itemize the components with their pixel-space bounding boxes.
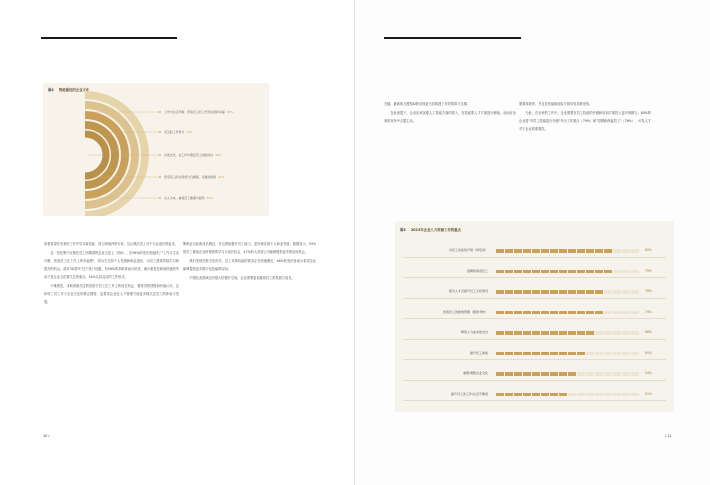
bar-segment-filled <box>586 290 594 294</box>
bar-segment-empty <box>613 249 621 253</box>
bar-segment-empty <box>577 372 585 376</box>
bar-segment-filled <box>550 311 558 315</box>
bar-segment-filled <box>559 393 567 397</box>
bar-segment-empty <box>586 372 594 376</box>
bar-segment-filled <box>595 270 603 274</box>
bar-segment-empty <box>595 331 603 335</box>
bar-segment-filled <box>523 290 531 294</box>
bar-segment-empty <box>613 372 621 376</box>
bar-segment-filled <box>523 249 531 253</box>
bar-segment-filled <box>559 372 567 376</box>
bar-segment-filled <box>568 331 576 335</box>
ring-label <box>164 196 213 200</box>
bar-row <box>395 327 674 339</box>
paragraph: 在此前提下，企业应该加强人工智能方面的投入，在技能型人才方面进行储备，从而在未来的竞争中占据主动。 <box>384 111 516 123</box>
ring-label <box>164 175 224 179</box>
bar-segment-empty <box>622 352 630 356</box>
bar-segment-filled <box>532 372 540 376</box>
paragraph: 不难预见，求职者最关注的是给予员工在工作上的成长机会、看得见的回报和价值认可，这体现了员工对于企业文化的真正期待，也要求企业在人才管理方面更多地关注员工的体验与发展。 <box>44 284 179 304</box>
bar-segment-empty <box>604 352 612 356</box>
bar-segment-filled <box>496 270 504 274</box>
bar-segment-filled <box>577 290 585 294</box>
bar-category: 提升员工体验 <box>469 350 488 355</box>
right-body-column-1 <box>384 100 516 126</box>
bar-segment-filled <box>586 270 594 274</box>
bar-segment-empty <box>631 372 639 376</box>
bar-segment-filled <box>505 331 513 335</box>
figure-number: 图4 <box>48 88 54 92</box>
bar-segment-empty <box>631 270 639 274</box>
bar-segment-filled <box>577 311 585 315</box>
leader-dot <box>159 111 161 113</box>
bar-segment-filled <box>514 270 522 274</box>
bar-segment-filled <box>496 331 504 335</box>
bar-segment-filled <box>523 331 531 335</box>
bar-segment-filled <box>568 311 576 315</box>
row-divider <box>403 400 666 401</box>
bar-segment-filled <box>496 290 504 294</box>
page-number-left: 10 / <box>43 434 50 438</box>
bar-segment-filled <box>577 270 585 274</box>
bar-segment-empty <box>586 352 594 356</box>
bar-segment-filled <box>496 311 504 315</box>
bar-segment-filled <box>559 270 567 274</box>
bar-segment-empty <box>613 352 621 356</box>
bar-segment-empty <box>604 331 612 335</box>
figure-4 <box>43 83 269 216</box>
ring-label <box>164 110 233 114</box>
bar-row <box>395 368 674 380</box>
bar-segment-empty <box>622 249 630 253</box>
bar-segment-filled <box>577 249 585 253</box>
bar-segment-empty <box>604 372 612 376</box>
bar-segment-filled <box>541 270 549 274</box>
bar-segment-empty <box>631 290 639 294</box>
bar-segment-empty <box>577 393 585 397</box>
row-divider <box>403 277 666 278</box>
bar-segment-filled <box>541 393 549 397</box>
bar-segment-empty <box>631 249 639 253</box>
figure-number: 图5 <box>400 228 406 232</box>
left-body-column-2 <box>183 240 316 283</box>
right-page <box>355 0 710 485</box>
bar-segment-empty <box>622 270 630 274</box>
ring-label-text: 以人为本，重视员工健康与福利 <box>164 196 205 200</box>
bar-segment-filled <box>550 270 558 274</box>
bar-segment-filled <box>550 249 558 253</box>
bar-segment-filled <box>568 290 576 294</box>
bar-segment-filled <box>514 393 522 397</box>
bar-row <box>395 307 674 319</box>
ring-label-value: 54% <box>186 130 193 134</box>
bar-value: 54% <box>645 371 652 375</box>
bar-segment-filled <box>559 331 567 335</box>
radial-bar-chart <box>43 83 269 216</box>
row-divider <box>403 359 666 360</box>
bar-segment-filled <box>532 290 540 294</box>
bar-segment-filled <box>523 352 531 356</box>
bar-segment-filled <box>586 311 594 315</box>
bar-value: 76% <box>645 289 652 293</box>
bar-segment-empty <box>613 331 621 335</box>
bar-segment-filled <box>550 393 558 397</box>
page-number-right: / 11 <box>665 434 672 438</box>
bar-segment-filled <box>577 352 585 356</box>
row-divider <box>403 380 666 381</box>
figure-title: 智能最佳的企业文化 <box>58 88 90 92</box>
bar-segment-filled <box>568 352 576 356</box>
bar-segment-empty <box>622 393 630 397</box>
ring-label-value: 46% <box>215 153 222 157</box>
bar-segment-empty <box>586 393 594 397</box>
leader-dot <box>159 131 161 133</box>
bar-segment-filled <box>505 249 513 253</box>
bar-row <box>395 266 674 278</box>
bar-segment-empty <box>604 393 612 397</box>
bar-category: 降低人力成本的支出 <box>460 330 488 334</box>
ring-label-value: 41% <box>218 175 225 179</box>
bar-segment-empty <box>595 352 603 356</box>
bar-segment-filled <box>532 393 540 397</box>
bar-value: 60% <box>645 350 652 355</box>
bar-segment-filled <box>595 249 603 253</box>
left-body-column-1 <box>44 240 179 307</box>
bar-segment-filled <box>559 352 567 356</box>
bar-value: 68% <box>645 330 652 334</box>
bar-segment-filled <box>541 352 549 356</box>
bar-segment-filled <box>559 249 567 253</box>
paragraph: 我们发现在数字化时代，员工对新技能的需求正在快速增长，46%的受访者表示希望企业能够提供更多数字化技能的培训。 <box>183 259 316 271</box>
bar-segment-filled <box>595 311 603 315</box>
ring-label-value: 35% <box>206 196 213 200</box>
bar-segment-filled <box>568 249 576 253</box>
bar-category: 吸引人才及提升员工文化建设 <box>448 289 488 293</box>
bar-segment-empty <box>622 331 630 335</box>
bar-segment-filled <box>550 372 558 376</box>
bar-category: 招聘和保留员工 <box>466 268 488 273</box>
bar-segment-empty <box>622 290 630 294</box>
bar-segment-filled <box>523 393 531 397</box>
ring-label-text: 工作与生活平衡、营造员工的工作充实感和幸福 <box>164 110 225 114</box>
leader-dot <box>159 154 161 156</box>
bar-value: 80% <box>645 248 652 252</box>
right-body-column-2 <box>519 100 651 134</box>
bar-segment-empty <box>568 393 576 397</box>
bar-segment-filled <box>559 311 567 315</box>
bar-segment-filled <box>541 311 549 315</box>
ring-label-text: 营造员工的认同感与归属感，以推动积极 <box>164 175 217 179</box>
row-divider <box>403 318 666 319</box>
bar-value: 79% <box>645 268 652 273</box>
leader-dot <box>159 197 161 199</box>
bar-segment-filled <box>505 393 513 397</box>
ring-label <box>164 153 222 157</box>
bar-segment-filled <box>559 290 567 294</box>
bar-segment-filled <box>523 270 531 274</box>
bar-segment-filled <box>568 270 576 274</box>
bar-segment-empty <box>622 372 630 376</box>
paragraph: 该者希望在未来的工作中学习新技能、成为领域内的专家，这反映出员工对于专业成长的追求。 <box>44 242 178 246</box>
paragraph: 这一变化集中反映在员工所期望的企业文化上（图4），在56%的受访者选择了"工作与生活平衡、营造员工在工作上的幸福感"，因为它支持个人发展和职业进步，为员工提供持续学习和提升的机会。面对"AI替代"这个热门话题，有56%的求职者表示担忧，减少重复性和低价值的劳动才是企业文化要关注的重点，54%认同灵活的工作形式。 <box>44 251 179 279</box>
ring-label-text: 灵活的工作形式 <box>164 130 185 134</box>
bar-segment-filled <box>532 311 540 315</box>
bar-segment-filled <box>505 311 513 315</box>
bar-segment-empty <box>613 393 621 397</box>
bar-segment-filled <box>514 372 522 376</box>
bar-segment-filled <box>532 249 540 253</box>
bar-segment-empty <box>631 311 639 315</box>
bar-segment-filled <box>514 352 522 356</box>
bar-segment-filled <box>568 372 576 376</box>
bar-segment-empty <box>604 290 612 294</box>
bar-category: 提升员工的工作/生活平衡度 <box>450 391 488 396</box>
ring-label-value: 58% <box>226 110 234 114</box>
bar-segment-filled <box>532 352 540 356</box>
leader-dot <box>159 176 161 178</box>
bar-value: 74% <box>645 309 652 314</box>
bar-segment-filled <box>514 290 522 294</box>
bar-segment-filled <box>514 249 522 253</box>
bar-segment-filled <box>523 311 531 315</box>
bar-segment-filled <box>604 249 612 253</box>
bar-segment-empty <box>613 290 621 294</box>
bar-segment-empty <box>604 311 612 315</box>
bar-segment-filled <box>496 352 504 356</box>
bar-segment-empty <box>613 270 621 274</box>
bar-segment-filled <box>496 372 504 376</box>
bar-segment-filled <box>505 372 513 376</box>
figure-5 <box>395 221 674 412</box>
bar-segment-filled <box>550 331 558 335</box>
bar-segment-filled <box>514 331 522 335</box>
row-divider <box>403 339 666 340</box>
bar-segment-empty <box>595 372 603 376</box>
bar-segment-filled <box>541 249 549 253</box>
bar-segment-empty <box>595 393 603 397</box>
row-divider <box>403 257 666 258</box>
bar-segment-empty <box>631 352 639 356</box>
paragraph: 为此，在未来的工作中，企业需要在员工技能的升级和培训方面投入更多的精力。80%的企业将"对员工技能进行升级"作为工作重点（79%）和"招聘和保留员工"（76%），可见人才对于企业的重要性。 <box>519 111 651 131</box>
bar-row <box>395 286 674 298</box>
bar-value: 51% <box>645 391 652 396</box>
bar-segment-filled <box>586 331 594 335</box>
bar-category: 重塑/调整企业文化 <box>462 371 488 375</box>
bar-category: 改善员工的绩效管理（绩效考核） <box>442 309 488 314</box>
bar-segment-filled <box>604 270 612 274</box>
top-rule <box>384 37 521 39</box>
bar-segment-filled <box>514 311 522 315</box>
bar-segment-filled <box>505 290 513 294</box>
bar-segment-filled <box>496 249 504 253</box>
bar-segment-filled <box>541 290 549 294</box>
bar-category: 对员工技能的升级（再培训） <box>448 248 488 252</box>
paragraph: 关键，最新的大模型AI的出现更为其构建了有效的算力支撑。 <box>384 102 470 106</box>
paragraph: 需要再教育，并且在技能和经验方面具有足够优势。 <box>519 102 593 106</box>
paragraph: 中国在此领域还有很大的提升空间，企业需要更加重视员工的发展与成长。 <box>189 276 295 280</box>
bar-segment-empty <box>622 311 630 315</box>
bar-segment-filled <box>496 393 504 397</box>
ring-label-text: 共创文化，在工作中激发员工的能动性 <box>164 153 214 157</box>
bar-segment-filled <box>523 372 531 376</box>
bar-segment-filled <box>541 372 549 376</box>
ring-label <box>164 130 193 134</box>
bar-segment-empty <box>631 331 639 335</box>
bar-segment-filled <box>550 290 558 294</box>
figure-title: 2023年企业人力资源工作的重点 <box>410 228 461 232</box>
bar-segment-filled <box>595 290 603 294</box>
row-divider <box>403 298 666 299</box>
bar-segment-filled <box>586 249 594 253</box>
bar-segment-empty <box>613 311 621 315</box>
bar-segment-empty <box>631 393 639 397</box>
bar-segment-filled <box>505 352 513 356</box>
bar-row <box>395 348 674 360</box>
bar-segment-filled <box>505 270 513 274</box>
paragraph: 断职业目标和成长路径，并且帮助提升员工能力，更好地实现个人职业发展。数据显示，53%的员工重视企业所提供的学习与成长机会，47%的人希望公司能够提供更多的培训机会。 <box>183 242 316 254</box>
bar-row <box>395 245 674 257</box>
bar-segment-filled <box>541 331 549 335</box>
top-rule <box>41 37 177 39</box>
bar-segment-filled <box>532 270 540 274</box>
bar-row <box>395 389 674 401</box>
bar-segment-filled <box>532 331 540 335</box>
bar-segment-filled <box>577 331 585 335</box>
bar-segment-filled <box>550 352 558 356</box>
figure-5-header <box>400 227 461 232</box>
